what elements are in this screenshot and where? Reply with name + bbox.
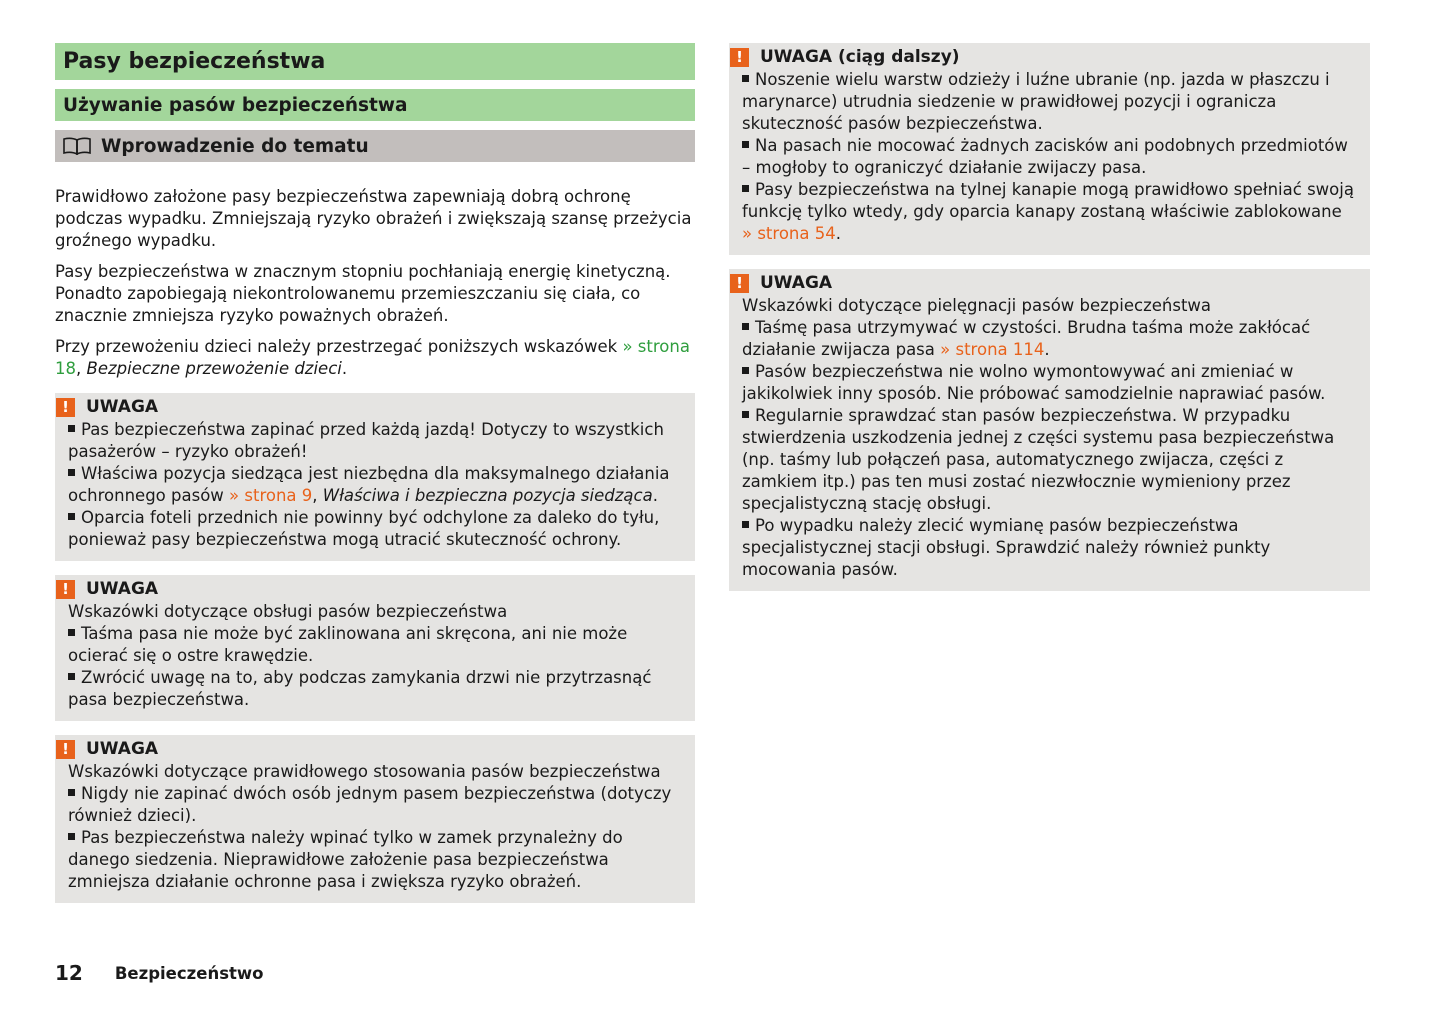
warning-icon: ! xyxy=(56,580,75,599)
warning-title: UWAGA xyxy=(760,273,833,293)
bullet-icon xyxy=(742,521,749,528)
section-title: Pasy bezpieczeństwa xyxy=(55,43,695,80)
bullet-text: Pas bezpieczeństwa należy wpinać tylko w zamek przynależny do danego siedzenia. Nieprawidłowe założenie pasa bezpieczeństwa zmniejsza działanie ochronne pasa i zwiększa ryzyko obrażeń. xyxy=(68,828,623,891)
warning-icon: ! xyxy=(56,398,75,417)
bullet-text: Noszenie wielu warstw odzieży i luźne ubranie (np. jazda w płaszczu i marynarce) utrudnia siedzenie w prawidłowej pozycji i ogranicza skuteczność pasów bezpieczeństwa. xyxy=(742,70,1330,133)
bullet-text: Pasów bezpieczeństwa nie wolno wymontowywać ani zmieniać w jakikolwiek inny sposób. Nie próbować samodzielnie naprawiać pasów. xyxy=(742,362,1326,403)
link-title: Bezpieczne przewożenie dzieci xyxy=(86,359,342,378)
warning-header xyxy=(55,395,681,419)
bullet-item xyxy=(742,317,1356,361)
warning-intro: Wskazówki dotyczące obsługi pasów bezpieczeństwa xyxy=(68,602,508,621)
bullet-end: . xyxy=(1044,340,1050,359)
bullet-text: Taśmę pasa utrzymywać w czystości. Brudna taśma może zakłócać działanie zwijacza pasa xyxy=(742,318,1311,359)
bullet-item xyxy=(742,405,1356,515)
bullet-text: Pas bezpieczeństwa zapinać przed każdą jazdą! Dotyczy to wszystkich pasażerów – ryzyko obrażeń! xyxy=(68,420,664,461)
bullet-icon xyxy=(68,789,75,796)
warning-header xyxy=(55,577,681,601)
bullet-icon xyxy=(68,673,75,680)
warning-icon: ! xyxy=(730,274,749,293)
bullet-icon xyxy=(742,185,749,192)
bullet-icon xyxy=(68,425,75,432)
bullet-item xyxy=(742,135,1356,179)
bullet-text: Nigdy nie zapinać dwóch osób jednym pasem bezpieczeństwa (dotyczy również dzieci). xyxy=(68,784,672,825)
bullet-text: Na pasach nie mocować żadnych zacisków ani podobnych przedmiotów – mogłoby to ograniczyć działanie zwijaczy pasa. xyxy=(742,136,1348,177)
bullet-item xyxy=(742,179,1356,245)
page-link[interactable]: » strona 114 xyxy=(940,340,1045,359)
page-link[interactable]: » strona 18 xyxy=(55,337,690,378)
bullet-text: Po wypadku należy zlecić wymianę pasów bezpieczeństwa specjalistycznej stacji obsługi. Sprawdzić należy również punkty mocowania pasów. xyxy=(742,516,1271,579)
bullet-text: Pasy bezpieczeństwa na tylnej kanapie mogą prawidłowo spełniać swoją funkcję tylko wtedy, gdy oparcia kanapy zostaną właściwie zablokowane xyxy=(742,180,1354,221)
bullet-text: Oparcia foteli przednich nie powinny być odchylone za daleko do tyłu, ponieważ pasy bezpieczeństwa mogą utracić skuteczność ochrony. xyxy=(68,508,660,549)
subsection-title: Używanie pasów bezpieczeństwa xyxy=(55,89,695,121)
warning-box xyxy=(55,575,695,721)
page-footer xyxy=(55,960,263,986)
warning-box xyxy=(729,269,1370,591)
bullet-end: . xyxy=(835,224,841,243)
warning-icon: ! xyxy=(730,48,749,67)
bullet-icon xyxy=(742,141,749,148)
bullet-item xyxy=(68,419,681,463)
warning-box xyxy=(729,43,1370,255)
warning-title: UWAGA xyxy=(86,397,159,417)
bullet-item xyxy=(742,361,1356,405)
bullet-icon xyxy=(68,833,75,840)
bullet-item xyxy=(742,69,1356,135)
intro-paragraph-3 xyxy=(55,336,695,380)
warning-box xyxy=(55,393,695,561)
warning-header xyxy=(729,45,1356,69)
bullet-icon xyxy=(742,411,749,418)
bullet-item xyxy=(68,463,681,507)
warning-icon: ! xyxy=(56,740,75,759)
page-link[interactable]: » strona 9 xyxy=(229,486,313,505)
bullet-icon xyxy=(68,469,75,476)
page-number: 12 xyxy=(55,961,83,985)
bullet-item xyxy=(68,667,681,711)
intro-paragraph-2: Pasy bezpieczeństwa w znacznym stopniu pochłaniają energię kinetyczną. Ponadto zapobiegają niekontrolowanemu przemieszczaniu się ciała, co znacznie zmniejsza ryzyko poważnych obrażeń. xyxy=(55,262,671,325)
bullet-item xyxy=(68,827,681,893)
paragraph-text: Przy przewożeniu dzieci należy przestrzegać poniższych wskazówek xyxy=(55,337,623,356)
warning-title: UWAGA (ciąg dalszy) xyxy=(760,47,960,67)
bullet-text: Regularnie sprawdzać stan pasów bezpieczeństwa. W przypadku stwierdzenia uszkodzenia jednej z części systemu pasa bezpieczeństwa (np. taśmy lub połączeń pasa, automatycznego zwijacza, części z zamkiem itp.) pas ten musi zostać niezwłocznie wymieniony przez specjalistyczną stację obsługi. xyxy=(742,406,1335,513)
bullet-text: Właściwa pozycja siedząca jest niezbędna dla maksymalnego działania ochronnego pasów xyxy=(68,464,670,505)
bullet-icon xyxy=(742,75,749,82)
warning-title: UWAGA xyxy=(86,739,159,759)
intro-paragraph-1: Prawidłowo założone pasy bezpieczeństwa zapewniają dobrą ochronę podczas wypadku. Zmniejszają ryzyko obrażeń i zwiększają szansę przeżycia groźnego wypadku. xyxy=(55,187,692,250)
separator: , xyxy=(312,486,323,505)
bullet-text: Zwrócić uwagę na to, aby podczas zamykania drzwi nie przytrzasnąć pasa bezpieczeństwa. xyxy=(68,668,652,709)
warning-title: UWAGA xyxy=(86,579,159,599)
chapter-name: Bezpieczeństwo xyxy=(114,963,264,983)
link-title: Właściwa i bezpieczna pozycja siedząca xyxy=(322,486,653,505)
warning-intro: Wskazówki dotyczące prawidłowego stosowania pasów bezpieczeństwa xyxy=(68,762,661,781)
bullet-icon xyxy=(68,629,75,636)
paragraph-end: . xyxy=(341,359,348,378)
bullet-item xyxy=(68,507,681,551)
warning-intro: Wskazówki dotyczące pielęgnacji pasów bezpieczeństwa xyxy=(742,296,1212,315)
bullet-text: Taśma pasa nie może być zaklinowana ani skręcona, ani nie może ocierać się o ostre krawędzie. xyxy=(68,624,628,665)
bullet-icon xyxy=(68,513,75,520)
bullet-end: . xyxy=(652,486,658,505)
warning-header xyxy=(55,737,681,761)
left-column xyxy=(55,43,695,917)
topic-heading xyxy=(55,130,695,162)
right-column xyxy=(729,43,1370,605)
bullet-icon xyxy=(742,367,749,374)
bullet-item xyxy=(68,783,681,827)
bullet-icon xyxy=(742,323,749,330)
bullet-item xyxy=(742,515,1356,581)
separator: , xyxy=(76,359,87,378)
book-icon xyxy=(63,137,91,155)
warning-box xyxy=(55,735,695,903)
topic-heading-text: Wprowadzenie do tematu xyxy=(101,135,369,157)
page-link[interactable]: » strona 54 xyxy=(742,224,836,243)
bullet-item xyxy=(68,623,681,667)
warning-header xyxy=(729,271,1356,295)
